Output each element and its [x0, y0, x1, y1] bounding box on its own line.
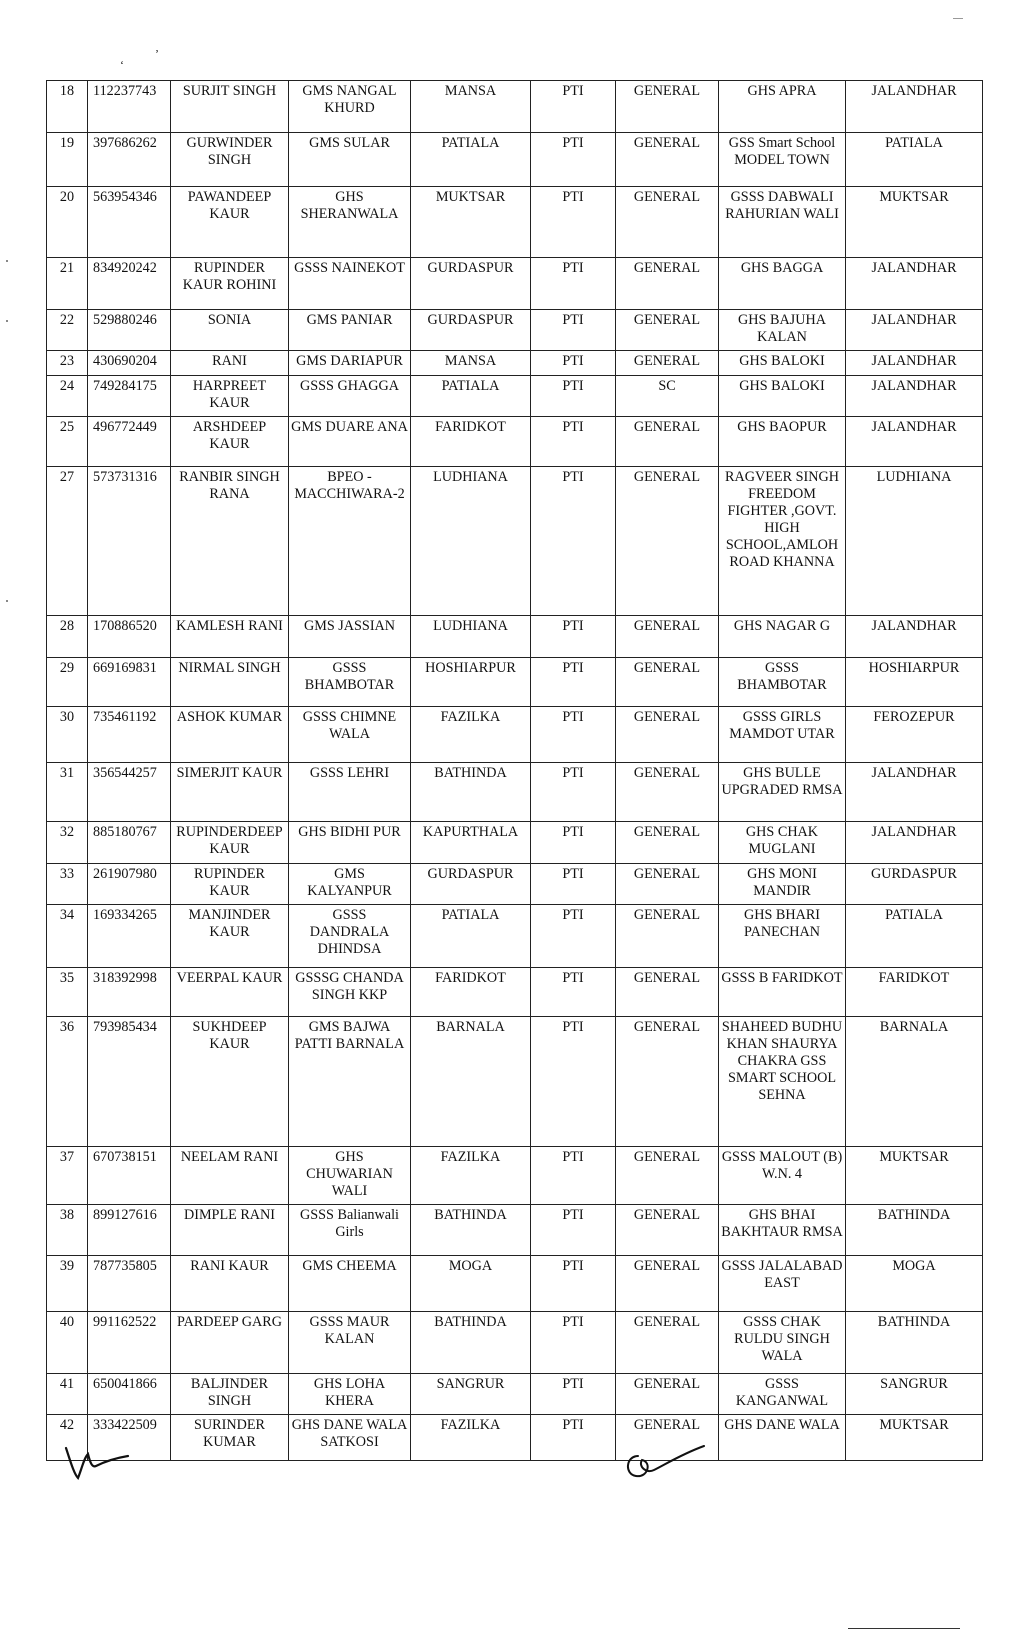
- cell-from-school: GMS DUARE ANA: [289, 417, 411, 467]
- table-row: [47, 310, 983, 351]
- table-row: [47, 258, 983, 310]
- cell-to-district: JALANDHAR: [846, 822, 983, 864]
- cell-category: GENERAL: [616, 417, 719, 467]
- cell-from-school: GSSS Balianwali Girls: [289, 1205, 411, 1256]
- cell-to-district: MUKTSAR: [846, 187, 983, 258]
- cell-employee-id: 112237743: [88, 81, 171, 133]
- cell-employee-id: 333422509: [88, 1415, 171, 1461]
- cell-from-district: KAPURTHALA: [411, 822, 531, 864]
- cell-employee-id: 529880246: [88, 310, 171, 351]
- table-row: [47, 1415, 983, 1461]
- cell-from-district: PATIALA: [411, 376, 531, 417]
- cell-from-district: BATHINDA: [411, 1312, 531, 1374]
- cell-serial-no: 18: [47, 81, 88, 133]
- cell-post: PTI: [531, 905, 616, 968]
- cell-name: SURJIT SINGH: [171, 81, 289, 133]
- cell-post: PTI: [531, 707, 616, 763]
- table-row: [47, 1205, 983, 1256]
- cell-from-school: GMS BAJWA PATTI BARNALA: [289, 1017, 411, 1147]
- posting-table: [46, 80, 983, 1461]
- margin-dot: [6, 600, 8, 602]
- cell-to-district: JALANDHAR: [846, 81, 983, 133]
- cell-from-district: MOGA: [411, 1256, 531, 1312]
- cell-from-district: FARIDKOT: [411, 417, 531, 467]
- cell-to-district: MOGA: [846, 1256, 983, 1312]
- cell-from-district: MANSA: [411, 351, 531, 376]
- cell-to-school: GSS Smart School MODEL TOWN: [719, 133, 846, 187]
- cell-to-school: RAGVEER SINGH FREEDOM FIGHTER ,GOVT. HIGH SCHOOL,AMLOH ROAD KHANNA: [719, 467, 846, 616]
- cell-from-school: GHS SHERANWALA: [289, 187, 411, 258]
- cell-to-district: MUKTSAR: [846, 1415, 983, 1461]
- cell-serial-no: 32: [47, 822, 88, 864]
- cell-to-district: BARNALA: [846, 1017, 983, 1147]
- cell-from-school: GHS DANE WALA SATKOSI: [289, 1415, 411, 1461]
- cell-post: PTI: [531, 658, 616, 707]
- cell-employee-id: 787735805: [88, 1256, 171, 1312]
- cell-serial-no: 42: [47, 1415, 88, 1461]
- cell-employee-id: 735461192: [88, 707, 171, 763]
- cell-from-school: BPEO - MACCHIWARA-2: [289, 467, 411, 616]
- cell-serial-no: 41: [47, 1374, 88, 1415]
- cell-from-district: LUDHIANA: [411, 467, 531, 616]
- cell-category: GENERAL: [616, 1256, 719, 1312]
- cell-name: BALJINDER SINGH: [171, 1374, 289, 1415]
- cell-from-district: MANSA: [411, 81, 531, 133]
- cell-name: SURINDER KUMAR: [171, 1415, 289, 1461]
- cell-to-school: GHS BAJUHA KALAN: [719, 310, 846, 351]
- cell-employee-id: 899127616: [88, 1205, 171, 1256]
- cell-to-district: JALANDHAR: [846, 310, 983, 351]
- cell-from-district: SANGRUR: [411, 1374, 531, 1415]
- cell-from-school: GMS KALYANPUR: [289, 864, 411, 905]
- cell-to-school: GHS NAGAR G: [719, 616, 846, 658]
- cell-from-school: GSSS DANDRALA DHINDSA: [289, 905, 411, 968]
- cell-from-school: GMS CHEEMA: [289, 1256, 411, 1312]
- cell-serial-no: 34: [47, 905, 88, 968]
- cell-name: VEERPAL KAUR: [171, 968, 289, 1017]
- cell-serial-no: 30: [47, 707, 88, 763]
- cell-post: PTI: [531, 1374, 616, 1415]
- cell-name: RANI: [171, 351, 289, 376]
- cell-name: NIRMAL SINGH: [171, 658, 289, 707]
- cell-category: GENERAL: [616, 187, 719, 258]
- cell-category: GENERAL: [616, 1017, 719, 1147]
- cell-to-district: MUKTSAR: [846, 1147, 983, 1205]
- cell-serial-no: 39: [47, 1256, 88, 1312]
- cell-to-school: GSSS BHAMBOTAR: [719, 658, 846, 707]
- table-row: [47, 376, 983, 417]
- cell-serial-no: 23: [47, 351, 88, 376]
- table-row: [47, 968, 983, 1017]
- table-row: [47, 822, 983, 864]
- cell-category: GENERAL: [616, 1374, 719, 1415]
- cell-category: GENERAL: [616, 616, 719, 658]
- cell-post: PTI: [531, 763, 616, 822]
- stray-mark-top: ‚: [155, 40, 159, 54]
- cell-from-school: GHS CHUWARIAN WALI: [289, 1147, 411, 1205]
- cell-post: PTI: [531, 616, 616, 658]
- cell-employee-id: 991162522: [88, 1312, 171, 1374]
- cell-serial-no: 21: [47, 258, 88, 310]
- cell-employee-id: 563954346: [88, 187, 171, 258]
- cell-to-school: GSSS DABWALI RAHURIAN WALI: [719, 187, 846, 258]
- signature-left: [62, 1444, 132, 1484]
- table-row: [47, 658, 983, 707]
- cell-to-district: LUDHIANA: [846, 467, 983, 616]
- cell-from-school: GMS SULAR: [289, 133, 411, 187]
- cell-to-district: JALANDHAR: [846, 258, 983, 310]
- cell-name: ASHOK KUMAR: [171, 707, 289, 763]
- cell-from-school: GSSS MAUR KALAN: [289, 1312, 411, 1374]
- cell-employee-id: 650041866: [88, 1374, 171, 1415]
- cell-name: MANJINDER KAUR: [171, 905, 289, 968]
- cell-category: GENERAL: [616, 467, 719, 616]
- table-row: [47, 1312, 983, 1374]
- cell-serial-no: 19: [47, 133, 88, 187]
- margin-dot: [6, 320, 8, 322]
- cell-to-school: GSSS JALALABAD EAST: [719, 1256, 846, 1312]
- cell-post: PTI: [531, 376, 616, 417]
- cell-serial-no: 36: [47, 1017, 88, 1147]
- cell-from-school: GSSS GHAGGA: [289, 376, 411, 417]
- cell-category: GENERAL: [616, 1205, 719, 1256]
- margin-dot: [6, 260, 8, 262]
- cell-serial-no: 20: [47, 187, 88, 258]
- cell-to-district: FEROZEPUR: [846, 707, 983, 763]
- cell-to-school: GSSS B FARIDKOT: [719, 968, 846, 1017]
- cell-from-school: GMS PANIAR: [289, 310, 411, 351]
- cell-name: RUPINDER KAUR ROHINI: [171, 258, 289, 310]
- cell-to-school: GHS BALOKI: [719, 376, 846, 417]
- cell-name: RANI KAUR: [171, 1256, 289, 1312]
- cell-name: RUPINDERDEEP KAUR: [171, 822, 289, 864]
- cell-post: PTI: [531, 822, 616, 864]
- cell-category: GENERAL: [616, 763, 719, 822]
- cell-to-school: GHS BALOKI: [719, 351, 846, 376]
- cell-employee-id: 496772449: [88, 417, 171, 467]
- cell-to-district: JALANDHAR: [846, 616, 983, 658]
- cell-name: SUKHDEEP KAUR: [171, 1017, 289, 1147]
- cell-from-district: FAZILKA: [411, 1415, 531, 1461]
- cell-employee-id: 834920242: [88, 258, 171, 310]
- cell-post: PTI: [531, 81, 616, 133]
- cell-employee-id: 356544257: [88, 763, 171, 822]
- cell-category: GENERAL: [616, 1312, 719, 1374]
- cell-to-district: FARIDKOT: [846, 968, 983, 1017]
- cell-from-school: GMS JASSIAN: [289, 616, 411, 658]
- cell-from-district: FAZILKA: [411, 1147, 531, 1205]
- cell-to-school: GHS BAOPUR: [719, 417, 846, 467]
- cell-to-school: GHS DANE WALA: [719, 1415, 846, 1461]
- cell-serial-no: 40: [47, 1312, 88, 1374]
- cell-to-district: GURDASPUR: [846, 864, 983, 905]
- cell-from-school: GSSSG CHANDA SINGH KKP: [289, 968, 411, 1017]
- table-row: [47, 467, 983, 616]
- cell-serial-no: 38: [47, 1205, 88, 1256]
- cell-post: PTI: [531, 968, 616, 1017]
- cell-from-district: BATHINDA: [411, 763, 531, 822]
- cell-post: PTI: [531, 467, 616, 616]
- cell-name: SONIA: [171, 310, 289, 351]
- cell-employee-id: 430690204: [88, 351, 171, 376]
- cell-post: PTI: [531, 1256, 616, 1312]
- cell-name: SIMERJIT KAUR: [171, 763, 289, 822]
- cell-serial-no: 29: [47, 658, 88, 707]
- cell-to-school: GHS BULLE UPGRADED RMSA: [719, 763, 846, 822]
- cell-from-school: GSSS LEHRI: [289, 763, 411, 822]
- cell-post: PTI: [531, 187, 616, 258]
- cell-serial-no: 31: [47, 763, 88, 822]
- stray-mark-top-2: ‘: [120, 58, 124, 72]
- cell-from-district: BATHINDA: [411, 1205, 531, 1256]
- cell-post: PTI: [531, 133, 616, 187]
- corner-dash: [953, 18, 963, 19]
- cell-category: GENERAL: [616, 968, 719, 1017]
- table-row: [47, 707, 983, 763]
- cell-from-district: LUDHIANA: [411, 616, 531, 658]
- cell-employee-id: 261907980: [88, 864, 171, 905]
- cell-name: DIMPLE RANI: [171, 1205, 289, 1256]
- cell-to-school: GSSS MALOUT (B) W.N. 4: [719, 1147, 846, 1205]
- cell-name: PAWANDEEP KAUR: [171, 187, 289, 258]
- cell-serial-no: 28: [47, 616, 88, 658]
- cell-to-district: JALANDHAR: [846, 763, 983, 822]
- cell-to-school: GHS CHAK MUGLANI: [719, 822, 846, 864]
- cell-from-district: PATIALA: [411, 905, 531, 968]
- cell-from-district: FARIDKOT: [411, 968, 531, 1017]
- cell-category: GENERAL: [616, 905, 719, 968]
- cell-post: PTI: [531, 258, 616, 310]
- cell-employee-id: 397686262: [88, 133, 171, 187]
- cell-from-district: GURDASPUR: [411, 258, 531, 310]
- cell-employee-id: 885180767: [88, 822, 171, 864]
- cell-to-school: GSSS KANGANWAL: [719, 1374, 846, 1415]
- cell-post: PTI: [531, 1415, 616, 1461]
- signature-right: [618, 1440, 708, 1485]
- cell-from-school: GSSS CHIMNE WALA: [289, 707, 411, 763]
- cell-to-school: GSSS CHAK RULDU SINGH WALA: [719, 1312, 846, 1374]
- cell-serial-no: 35: [47, 968, 88, 1017]
- table-row: [47, 616, 983, 658]
- cell-post: PTI: [531, 864, 616, 905]
- table-row: [47, 351, 983, 376]
- cell-post: PTI: [531, 351, 616, 376]
- cell-from-district: GURDASPUR: [411, 310, 531, 351]
- cell-from-district: HOSHIARPUR: [411, 658, 531, 707]
- cell-category: GENERAL: [616, 258, 719, 310]
- cell-category: GENERAL: [616, 707, 719, 763]
- cell-serial-no: 22: [47, 310, 88, 351]
- cell-to-district: HOSHIARPUR: [846, 658, 983, 707]
- cell-category: GENERAL: [616, 310, 719, 351]
- cell-from-district: GURDASPUR: [411, 864, 531, 905]
- cell-employee-id: 170886520: [88, 616, 171, 658]
- cell-category: GENERAL: [616, 822, 719, 864]
- cell-to-school: GHS BHARI PANECHAN: [719, 905, 846, 968]
- cell-to-school: GHS MONI MANDIR: [719, 864, 846, 905]
- cell-name: GURWINDER SINGH: [171, 133, 289, 187]
- cell-category: GENERAL: [616, 133, 719, 187]
- cell-to-school: GHS BAGGA: [719, 258, 846, 310]
- cell-employee-id: 669169831: [88, 658, 171, 707]
- cell-from-school: GSSS NAINEKOT: [289, 258, 411, 310]
- cell-serial-no: 25: [47, 417, 88, 467]
- cell-category: GENERAL: [616, 1415, 719, 1461]
- cell-category: GENERAL: [616, 864, 719, 905]
- table-row: [47, 1256, 983, 1312]
- cell-to-district: PATIALA: [846, 133, 983, 187]
- cell-category: SC: [616, 376, 719, 417]
- footer-rule: [848, 1628, 960, 1629]
- cell-from-school: GHS LOHA KHERA: [289, 1374, 411, 1415]
- table-row: [47, 187, 983, 258]
- cell-to-district: SANGRUR: [846, 1374, 983, 1415]
- cell-employee-id: 573731316: [88, 467, 171, 616]
- table-row: [47, 133, 983, 187]
- cell-serial-no: 27: [47, 467, 88, 616]
- cell-to-district: PATIALA: [846, 905, 983, 968]
- cell-category: GENERAL: [616, 351, 719, 376]
- cell-to-district: JALANDHAR: [846, 376, 983, 417]
- cell-employee-id: 670738151: [88, 1147, 171, 1205]
- cell-from-school: GMS DARIAPUR: [289, 351, 411, 376]
- cell-name: HARPREET KAUR: [171, 376, 289, 417]
- cell-to-district: BATHINDA: [846, 1205, 983, 1256]
- cell-name: ARSHDEEP KAUR: [171, 417, 289, 467]
- table-row: [47, 905, 983, 968]
- cell-from-district: FAZILKA: [411, 707, 531, 763]
- cell-to-district: JALANDHAR: [846, 351, 983, 376]
- cell-post: PTI: [531, 417, 616, 467]
- cell-post: PTI: [531, 1147, 616, 1205]
- cell-category: GENERAL: [616, 658, 719, 707]
- cell-to-district: JALANDHAR: [846, 417, 983, 467]
- cell-post: PTI: [531, 1205, 616, 1256]
- cell-employee-id: 318392998: [88, 968, 171, 1017]
- cell-from-district: PATIALA: [411, 133, 531, 187]
- table-row: [47, 864, 983, 905]
- cell-serial-no: 37: [47, 1147, 88, 1205]
- table-row: [47, 1147, 983, 1205]
- cell-post: PTI: [531, 1017, 616, 1147]
- cell-to-school: GHS APRA: [719, 81, 846, 133]
- cell-serial-no: 33: [47, 864, 88, 905]
- cell-name: RUPINDER KAUR: [171, 864, 289, 905]
- cell-to-district: BATHINDA: [846, 1312, 983, 1374]
- cell-from-school: GSSS BHAMBOTAR: [289, 658, 411, 707]
- cell-name: NEELAM RANI: [171, 1147, 289, 1205]
- cell-from-district: BARNALA: [411, 1017, 531, 1147]
- cell-category: GENERAL: [616, 1147, 719, 1205]
- table-row: [47, 763, 983, 822]
- table-row: [47, 81, 983, 133]
- cell-serial-no: 24: [47, 376, 88, 417]
- cell-name: KAMLESH RANI: [171, 616, 289, 658]
- cell-to-school: GSSS GIRLS MAMDOT UTAR: [719, 707, 846, 763]
- cell-employee-id: 793985434: [88, 1017, 171, 1147]
- table-row: [47, 1017, 983, 1147]
- cell-from-school: GMS NANGAL KHURD: [289, 81, 411, 133]
- table-row: [47, 1374, 983, 1415]
- table-row: [47, 417, 983, 467]
- cell-employee-id: 749284175: [88, 376, 171, 417]
- cell-from-school: GHS BIDHI PUR: [289, 822, 411, 864]
- cell-post: PTI: [531, 1312, 616, 1374]
- cell-from-district: MUKTSAR: [411, 187, 531, 258]
- cell-post: PTI: [531, 310, 616, 351]
- cell-employee-id: 169334265: [88, 905, 171, 968]
- cell-name: RANBIR SINGH RANA: [171, 467, 289, 616]
- cell-to-school: GHS BHAI BAKHTAUR RMSA: [719, 1205, 846, 1256]
- cell-category: GENERAL: [616, 81, 719, 133]
- cell-name: PARDEEP GARG: [171, 1312, 289, 1374]
- cell-to-school: SHAHEED BUDHU KHAN SHAURYA CHAKRA GSS SMART SCHOOL SEHNA: [719, 1017, 846, 1147]
